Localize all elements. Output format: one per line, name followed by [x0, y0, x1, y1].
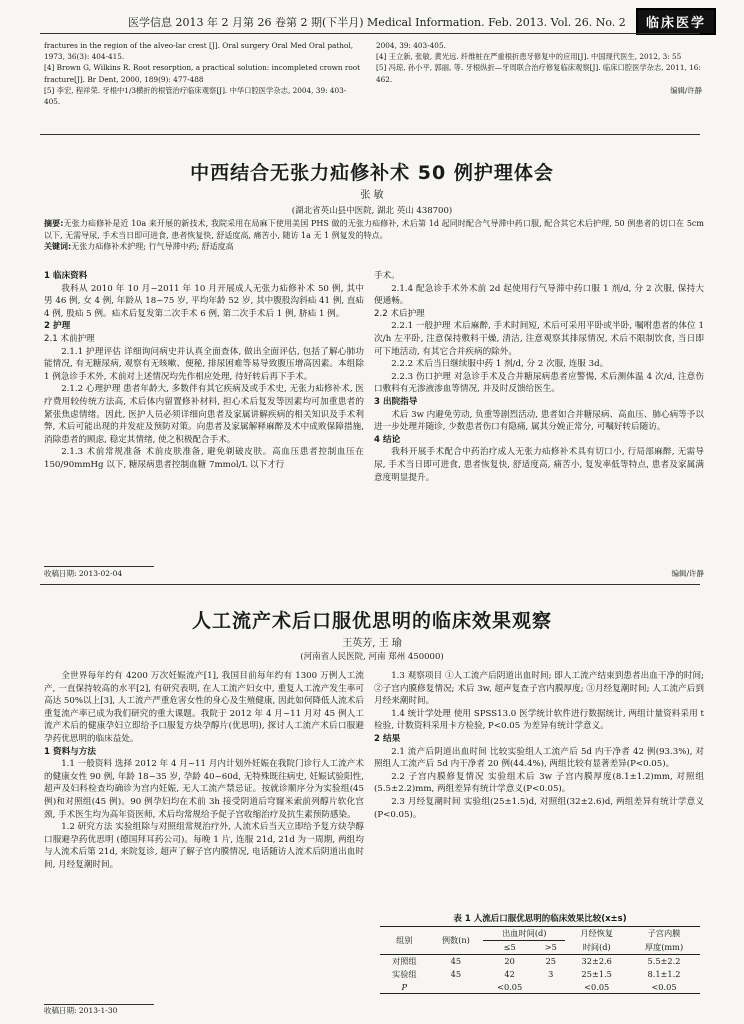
paragraph: 手术。: [374, 271, 400, 281]
table-cell: [429, 981, 484, 994]
section-badge: 临床医学: [636, 8, 716, 35]
article2-title: 人工流产术后口服优思明的临床效果观察: [191, 610, 552, 632]
article1-author: 张 敏: [360, 190, 384, 201]
table-header: >5: [536, 941, 565, 955]
abstract-label: 摘要:: [44, 219, 64, 228]
paragraph: 1.4 统计学处理 使用 SPSS13.0 医学统计软件进行数据统计, 两组计量资料采用 t 检验, 计数资料采用卡方检验, P<0.05 为差异有统计学意义。: [374, 708, 704, 732]
table-cell: 8.1±1.2: [647, 969, 681, 979]
article1-title: 中西结合无张力疝修补术 50 例护理体会: [190, 162, 554, 184]
top-references-right: [376, 40, 702, 96]
table-cell: P: [380, 981, 429, 994]
article-divider: [40, 584, 700, 585]
paragraph: 2.1.1 护理评估 详细询问病史并认真全面查体, 做出全面评估, 包括了解心肺功能情况, 有无糖尿病, 观察有无咳嗽、便秘, 排尿困难等易导致腹压增高因素。本组除 1 例急诊手术外, 术前对上述情况均先作相应处理, 待好转后再下手术。: [44, 346, 364, 382]
paragraph: 1.1 一般资料 选择 2012 年 4 月~11 月内计划外妊娠在我院门诊行人工流产术的健康女性 90 例, 年龄 18~35 岁, 孕龄 40~60d, 无特殊既往病史, 妊娠试验阳性, 超声及妇科检查均确诊为宫内妊娠, 无人工流产禁忌证。按就诊顺序分为实验组(45 例)和对照组(45 例)。90 例孕妇均在术前 3h 接受阴道后穹窿米索前列醇片软化宫颈, 手术医生均为高年资医师, 术后均常规给予促子宫收缩治疗及抗生素预防感染。: [44, 759, 364, 820]
reference-item: [5] 李宏, 程祥荣. 牙根中1/3横折的根管治疗临床观察[J]. 中华口腔医学杂志, 2004, 39: 403-405.: [44, 85, 347, 107]
table-cell: 42: [504, 969, 515, 979]
table-header: 出血时间(d): [483, 927, 565, 941]
paragraph: 2.2.3 伤口护理 对急诊手术及合并糖尿病患者应警惕, 术后测体温 4 次/d, 注意伤口敷料有无渗液渗血等情况, 并及时反馈给医生。: [374, 371, 704, 395]
article1-left-column: [44, 270, 364, 472]
keywords-label: 关键词:: [44, 242, 72, 251]
article1-affiliation: (湖北省英山县中医院, 湖北 英山 438700): [291, 206, 453, 216]
table-row: [380, 968, 700, 981]
table-header: 子宫内膜: [628, 927, 700, 941]
section-heading: 1 临床资料: [44, 271, 88, 281]
table-cell: 32±2.6: [581, 956, 612, 966]
received-rule: [44, 566, 154, 567]
article1-abstract: [44, 218, 704, 253]
article1-received: 收稿日期: 2013-02-04: [44, 569, 123, 578]
table-row: [380, 981, 700, 994]
table-cell: 45: [450, 969, 462, 979]
table-cell: [536, 981, 565, 994]
section-heading: 2.1 术前护理: [44, 333, 95, 344]
paragraph: 2.2.2 术后当日继续服中药 1 剂/d, 分 2 次服, 连服 3d。: [391, 359, 609, 370]
table-header: 组别: [380, 927, 429, 955]
reference-item: [5] 冯琼, 孙小平, 郭丽, 等. 牙根纵折—牙周联合治疗修复临床观察[J]. 临床口腔医学杂志, 2011, 16: 462.: [376, 63, 701, 84]
paragraph: 我科从 2010 年 10 月~2011 年 10 月开展成人无张力疝修补术 50 例, 其中男 46 例, 女 4 例, 年龄从 18~75 岁, 平均年龄 52 岁, 其中腹股沟斜疝 41 例, 直疝 4 例, 股疝 5 例。疝术后复发第二次手术 6 例, 第二次手术后 1 例, 脐疝 1 例。: [44, 283, 364, 319]
table-cell: 3: [548, 969, 554, 979]
table-cell: 实验组: [392, 968, 417, 979]
article2-right-column: [374, 670, 704, 821]
section-divider: [40, 134, 700, 135]
journal-header: 医学信息 2013 年 2 月第 26 卷第 2 期(下半月) Medical Information. Feb. 2013. Vol. 26. No. 2: [128, 16, 626, 29]
table-cell: <0.05: [628, 981, 700, 994]
abstract-text: 无张力疝修补是近 10a 来开展的新技术, 我院采用在局麻下使用美国 PHS 做的无张力疝修补, 术后第 1d 起同时配合气导滞中药口服, 配合其它术后护理, 50 例患者的切口在 5cm 以下, 无需导尿, 手术当日即可进食, 患者恢复快, 舒适度高, 痛苦小, 随访 1a 无 1 例复发的特点。: [44, 219, 704, 240]
article2-received: 收稿日期: 2013-1-30: [44, 1006, 118, 1015]
reference-item: [4] 王立新, 张敏, 黄光远. 纤维桩在严重根折患牙修复中的应用[J]. 中国现代医生, 2012, 3: 55: [376, 52, 682, 62]
table-cell: <0.05: [565, 981, 628, 994]
paragraph: 2.1 流产后阴道出血时间 比较实验组人工流产后 5d 内干净者 42 例(93.3%), 对照组人工流产后 5d 内干净者 20 例(44.4%), 两组比较有显著差异(P<0.05)。: [374, 746, 704, 770]
reference-item: fractures in the region of the alveo-lar crest [J]. Oral surgery Oral Med Oral pathol, 1973, 36(3): 404-415.: [44, 41, 354, 62]
paragraph: 2.2 子宫内膜修复情况 实验组术后 3w 子宫内膜厚度(8.1±1.2)mm, 对照组(5.5±2.2)mm, 两组差异有统计学意义(P<0.05)。: [374, 771, 704, 795]
received-rule: [44, 1004, 154, 1005]
table1: [380, 912, 700, 994]
table-header: 月经恢复: [565, 927, 628, 941]
article1-editor: 编辑/许静: [671, 569, 704, 578]
table-cell: <0.05: [483, 981, 536, 994]
table-header: ≤5: [483, 941, 536, 955]
header-rule: [40, 33, 700, 34]
table-cell: 5.5±2.2: [647, 956, 681, 966]
table-row: [380, 954, 700, 968]
section-heading: 1 资料与方法: [44, 746, 96, 757]
reference-item: 2004, 39: 403-405.: [376, 41, 446, 50]
section-heading: 3 出院指导: [374, 396, 418, 407]
article2-author: 王英芳, 王 瑜: [342, 638, 402, 649]
paragraph: 2.1.3 术前常规准备 术前皮肤准备, 避免剃破皮肤。高血压患者控制血压在 150/90mmHg 以下, 糖尿病患者控制血糖 7mmol/L 以下才行: [44, 447, 364, 470]
paragraph: 1.3 观察项目 ①人工流产后阴道出血时间; 即人工流产结束到患者出血干净的时间; ②子宫内膜修复情况; 术后 3w, 超声复查子宫内膜厚度; ③月经复潮时间; 人工流产后到月经来潮时间。: [374, 671, 704, 707]
paragraph: 我科开展手术配合中药治疗成人无张力疝修补术具有切口小, 行局部麻醉, 无需导尿, 手术当日即可进食, 患者恢复快, 舒适度高, 痛苦小, 复发率低等特点, 患者及家属满意度明显提升。: [374, 447, 704, 483]
paragraph: 2.3 月经复潮时间 实验组(25±1.5)d, 对照组(32±2.6)d, 两组差异有统计学意义(P<0.05)。: [374, 796, 704, 820]
article2-affiliation: (河南省人民医院, 河南 郑州 450000): [300, 652, 444, 662]
paragraph: 2.1.2 心理护理 患者年龄大, 多数伴有其它疾病及或手术史, 无张力疝修补术, 医疗费用较传统方法高, 术后体内留置修补材料, 担心术后复发等因素均可加重患者的紧张焦虑情绪。因此, 医护人员必须详细向患者及家属讲解疾病的相关知识及手术利弊, 术后可能出现的并发症及预防对策。向患者及家属解释麻醉及术中成败保障措施, 消除患者的顾虑, 稳定其情绪, 使之积极配合手术。: [44, 384, 364, 445]
table-cell: 25: [545, 956, 556, 966]
table1-caption: 表 1 人流后口服优思明的临床效果比较(x±s): [453, 914, 627, 924]
table-cell: 对照组: [392, 955, 417, 966]
editor-note: 编辑/许静: [670, 85, 702, 95]
table-header: 厚度(mm): [628, 941, 700, 955]
table-cell: 45: [450, 956, 462, 966]
paragraph: 2.2.1 一般护理 术后麻醉, 手术时间短, 术后可采用平卧或半卧, 嘱咐患者的体位 1 次/h 左平卧, 注意保持敷料干燥, 清洁, 注意观察其排尿情况, 术后不限制饮食, 当日即可下地活动, 有其它合并疾病的除外。: [374, 321, 704, 357]
paragraph: 2.1.4 配急诊手术外术前 2d 起使用行气导滞中药口服 1 剂/d, 分 2 次服, 保持大便通畅。: [374, 283, 704, 307]
section-heading: 2 结果: [374, 733, 401, 744]
paragraph: 全世界每年约有 4200 万次妊娠流产[1], 我国目前每年约有 1300 万例人工流产, 一直保持较高的水平[2], 有研究表明, 在人工流产妇女中, 重复人工流产发生率可高达 50%以上[3], 人工流产严重危害女性的身心及生殖健康, 因此如何降低人流术后重复流产率已成为我们研究的重大课题。我院于 2012 年 4 月~11 月对 45 例人工流产术后的健康孕妇立即给予口服复方炔孕醇片(优思明), 探讨人工流产术后口服避孕药优思明的临床益处。: [44, 671, 364, 744]
table-header: 时间(d): [565, 941, 628, 955]
section-heading: 2.2 术后护理: [374, 308, 425, 319]
table-cell: 25±1.5: [581, 969, 612, 979]
paragraph: 1.2 研究方法 实验组除与对照组常规治疗外, 人流术后当天立即给予复方炔孕醇口服避孕药优思明 (德国拜耳药公司)。每晚 1 片, 连服 21d, 21d 为一周期, 两组均与人流术后第 21d, 来院复诊, 超声了解子宫内膜情况, 电话随访人流术后阴道出血时间, 月经复潮时间。: [44, 822, 364, 870]
table-cell: 20: [504, 956, 515, 966]
reference-item: [4] Brown G, Wilkins R. Root resorption, a practical solution: incompleted crown root fracture[J]. Br Dent, 2000, 189(9): 477-488: [44, 63, 361, 84]
table-header: 例数(n): [429, 927, 484, 955]
section-heading: 2 护理: [44, 321, 71, 332]
article2-left-column: [44, 670, 364, 872]
table1-grid: [380, 926, 700, 994]
keywords-text: 无张力疝修补术护理; 行气导滞中药; 舒适度高: [71, 242, 234, 251]
section-heading: 4 结论: [374, 434, 401, 445]
paragraph: 术后 3w 内避免劳动, 负重等剧烈活动, 患者如合并糖尿病、高血压、肺心病等予以进一步处理并随诊, 少数患者伤口有隐痛, 属其分娩正常分, 可嘱好转后随访。: [374, 409, 704, 433]
article1-right-column: [374, 270, 704, 484]
top-references-left: [44, 40, 362, 107]
